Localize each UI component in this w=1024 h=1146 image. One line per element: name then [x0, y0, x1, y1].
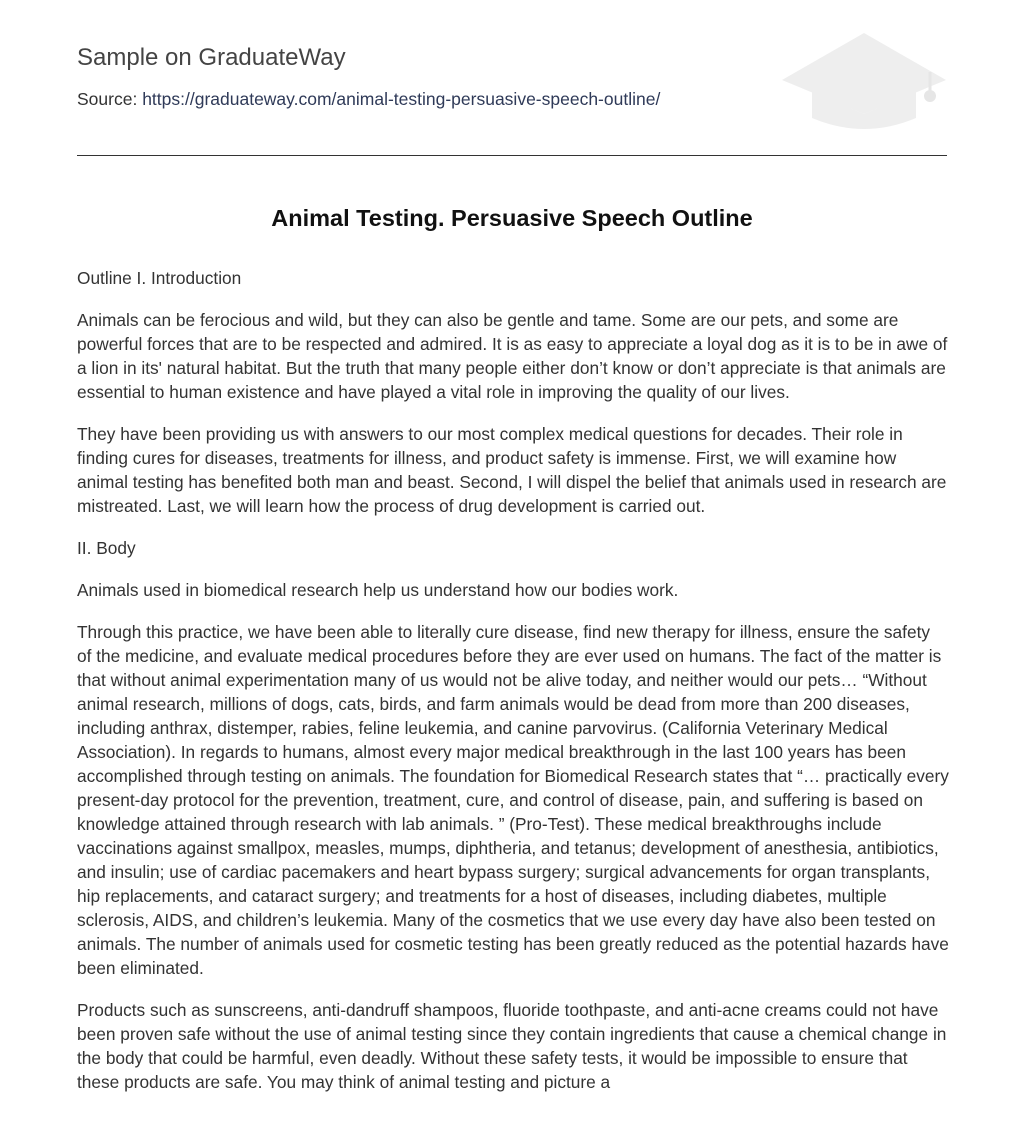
- source-link[interactable]: https://graduateway.com/animal-testing-persuasive-speech-outline/: [142, 89, 661, 109]
- source-line: [77, 89, 660, 110]
- document-title: Animal Testing. Persuasive Speech Outline: [271, 205, 753, 231]
- paragraph: Outline I. Introduction: [77, 268, 242, 288]
- document-body: [77, 266, 949, 1112]
- page-header: [77, 0, 947, 156]
- paragraph: Animals used in biomedical research help us understand how our bodies work.: [77, 580, 679, 600]
- paragraph: Products such as sunscreens, anti-dandruff shampoos, fluoride toothpaste, and anti-acne creams could not have been proven safe without the use of animal testing since they contain ingredients that cause a chemical change in the body that could be harmful, even deadly. Without these safety tests, it would be impossible to ensure that these products are safe. You may think of animal testing and picture a: [77, 1000, 947, 1092]
- paragraph: Animals can be ferocious and wild, but they can also be gentle and tame. Some are our pets, and some are powerful forces that are to be respected and admired. It is as easy to appreciate a loyal dog as it is to be in awe of a lion in its' natural habitat. But the truth that many people either don’t know or don’t appreciate is that animals are essential to human existence and have played a vital role in improving the quality of our lives.: [77, 310, 948, 402]
- paragraph: Through this practice, we have been able to literally cure disease, find new therapy for illness, ensure the safety of the medicine, and evaluate medical procedures before they are ever used on humans. The fact of the matter is that without animal experimentation many of us would not be alive today, and neither would our pets… “Without animal research, millions of dogs, cats, birds, and farm animals would be dead from more than 200 diseases, including anthrax, distemper, rabies, feline leukemia, and canine parvovirus. (California Veterinary Medical Association). In regards to humans, almost every major medical breakthrough in the last 100 years has been accomplished through testing on animals. The foundation for Biomedical Research states that “… practically every present-day protocol for the prevention, treatment, cure, and control of disease, pain, and suffering is based on knowledge attained through research with lab animals. ” (Pro-Test). These medical breakthroughs include vaccinations against smallpox, measles, mumps, diphtheria, and tetanus; development of anesthesia, antibiotics, and insulin; use of cardiac pacemakers and heart bypass surgery; surgical advancements for organ transplants, hip replacements, and cataract surgery; and treatments for a host of diseases, including diabetes, multiple sclerosis, AIDS, and children’s leukemia. Many of the cosmetics that we use every day have also been tested on animals. The number of animals used for cosmetic testing has been greatly reduced as the potential hazards have been eliminated.: [77, 622, 949, 978]
- paragraph: They have been providing us with answers to our most complex medical questions for decades. Their role in finding cures for diseases, treatments for illness, and product safety is immense. First, we will examine how animal testing has benefited both man and beast. Second, I will dispel the belief that animals used in research are mistreated. Last, we will learn how the process of drug development is carried out.: [77, 424, 947, 516]
- graduation-cap-icon: [780, 30, 948, 134]
- paragraph: II. Body: [77, 538, 136, 558]
- site-title: Sample on GraduateWay: [77, 44, 346, 71]
- source-label: Source:: [77, 89, 138, 109]
- header-divider: [77, 155, 947, 156]
